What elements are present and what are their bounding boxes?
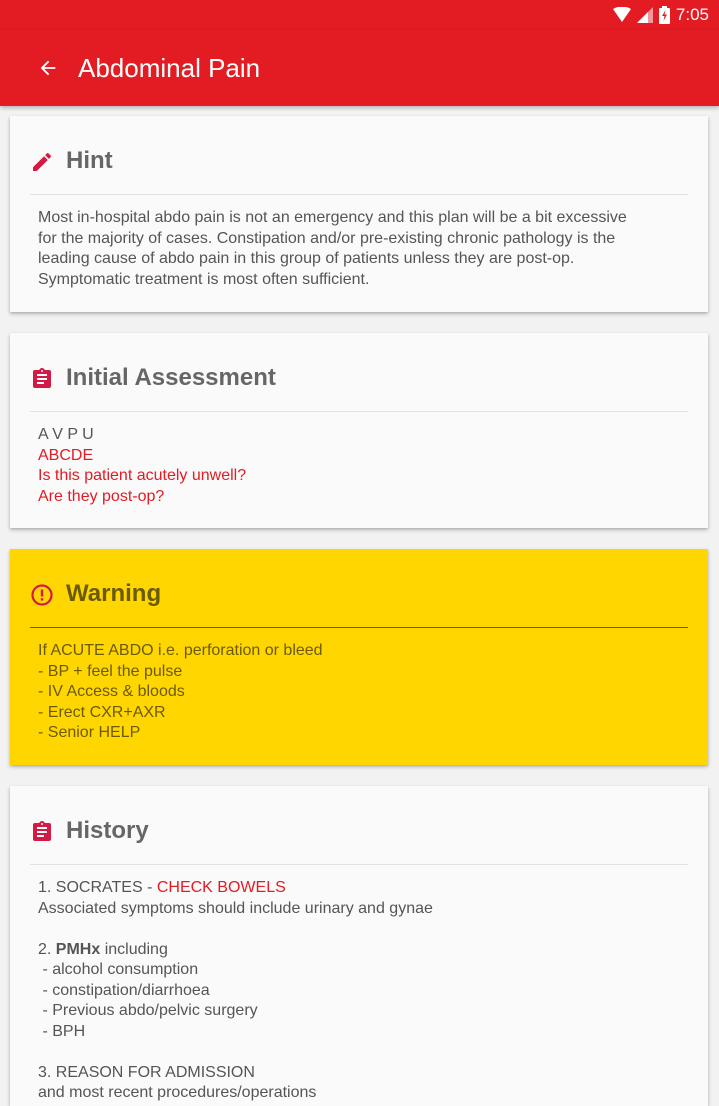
- spacer: [38, 919, 686, 940]
- warning-line: - IV Access & bloods: [38, 683, 185, 700]
- spacer: [38, 1042, 686, 1063]
- history-card: [10, 786, 708, 1106]
- clipboard-icon: [30, 367, 54, 391]
- hint-text: [38, 208, 686, 290]
- assessment-unwell-question: Is this patient acutely unwell?: [38, 467, 247, 484]
- history-item-3: 3. REASON FOR ADMISSION: [38, 1063, 255, 1081]
- warning-line: - Senior HELP: [38, 724, 141, 741]
- app-bar: [0, 30, 719, 106]
- clipboard-icon: [30, 820, 54, 844]
- pmhx-item: - Previous abdo/pelvic surgery: [38, 1002, 258, 1019]
- socrates-label: 1. SOCRATES -: [38, 879, 157, 896]
- history-associated-symptoms: Associated symptoms should include urinary and gynae: [38, 899, 433, 917]
- assessment-text: [38, 425, 686, 507]
- history-card-header: [30, 814, 688, 865]
- pencil-icon: [30, 150, 54, 174]
- assessment-title: Initial Assessment: [66, 364, 276, 391]
- history-item-3-detail: and most recent procedures/operations: [38, 1084, 317, 1101]
- status-time: 7:05: [675, 5, 709, 24]
- history-item-2: [38, 940, 686, 961]
- pmhx-label: PMHx: [55, 940, 101, 958]
- pmhx-suffix: including: [100, 940, 168, 958]
- warning-line: - BP + feel the pulse: [38, 662, 183, 680]
- battery-icon: [659, 6, 670, 24]
- status-icons: [613, 4, 709, 26]
- hint-line: leading cause of abdo pain in this group of patients unless they are post-op.: [38, 250, 575, 267]
- check-bowels-highlight: CHECK BOWELS: [156, 879, 286, 896]
- warning-card: [10, 549, 708, 765]
- hint-card-header: [30, 144, 688, 195]
- warning-line: - Erect CXR+AXR: [38, 703, 166, 721]
- pmhx-item: - constipation/diarrhoea: [38, 981, 210, 999]
- history-item-1: [38, 878, 686, 899]
- pmhx-item: - alcohol consumption: [38, 961, 199, 978]
- warning-text: [38, 641, 686, 744]
- pmhx-item: - BPH: [38, 1022, 86, 1040]
- hint-card: [10, 116, 708, 312]
- wifi-icon: [613, 7, 631, 23]
- assessment-avpu: A V P U: [38, 426, 94, 443]
- page-title: Abdominal Pain: [78, 53, 261, 83]
- alert-circle-icon: [30, 583, 54, 607]
- pmhx-prefix: 2.: [38, 940, 56, 958]
- initial-assessment-card: [10, 333, 708, 528]
- history-text: [38, 878, 686, 1104]
- hint-title: Hint: [66, 147, 113, 174]
- assessment-abcde: ABCDE: [38, 446, 94, 464]
- assessment-card-header: [30, 361, 688, 412]
- warning-line: If ACUTE ABDO i.e. perforation or bleed: [38, 642, 323, 659]
- hint-line: Symptomatic treatment is most often sufficient.: [38, 270, 370, 288]
- history-title: History: [66, 817, 149, 844]
- arrow-left-icon: [37, 57, 59, 79]
- warning-card-header: [30, 577, 688, 628]
- warning-title: Warning: [66, 580, 162, 607]
- signal-icon: [637, 7, 653, 23]
- assessment-postop-question: Are they post-op?: [38, 487, 165, 505]
- hint-line: for the majority of cases. Constipation and/or pre-existing chronic pathology is the: [38, 229, 616, 247]
- back-button[interactable]: [30, 50, 66, 86]
- status-bar: [0, 0, 719, 30]
- hint-line: Most in-hospital abdo pain is not an emergency and this plan will be a bit excessive: [38, 209, 627, 226]
